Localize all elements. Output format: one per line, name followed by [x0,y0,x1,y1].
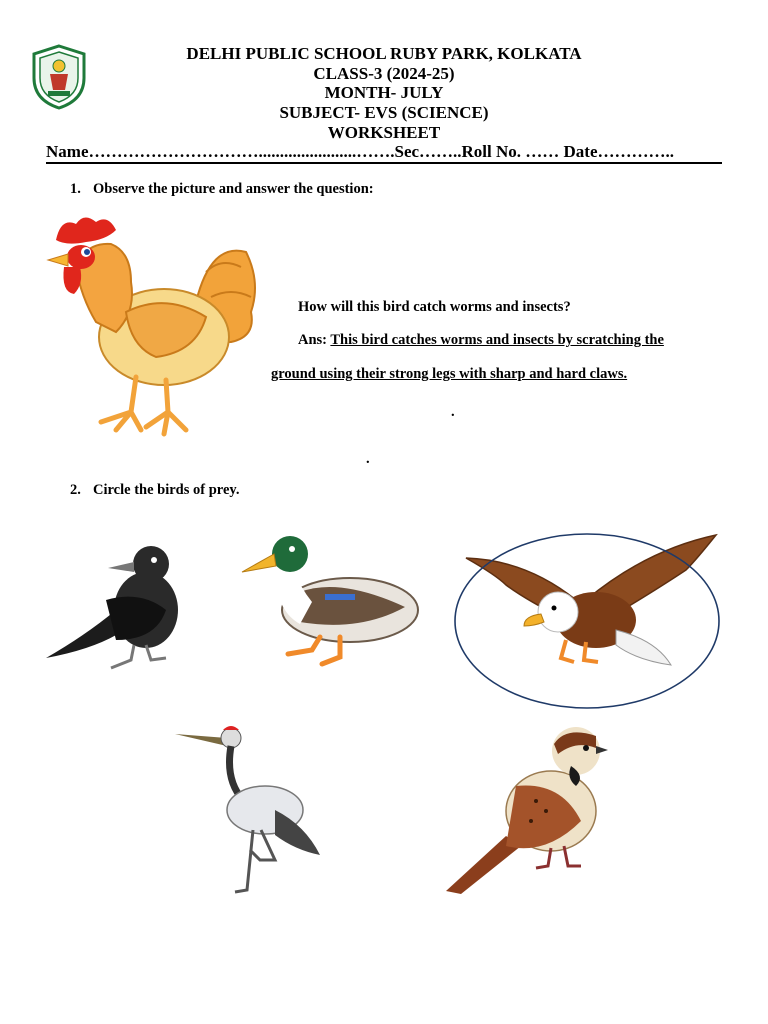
dot-mark: . [366,451,370,467]
month-line: MONTH- JULY [324,83,444,102]
header-divider [46,162,722,164]
prey-answer-circle [453,532,721,710]
worksheet-title: WORKSHEET [327,123,441,142]
school-name: DELHI PUBLIC SCHOOL RUBY PARK, KOLKATA [186,44,582,63]
question-1-subquestion: How will this bird catch worms and insects? [298,299,571,315]
class-line: CLASS-3 (2024-25) [313,64,455,83]
question-2-number: 2. [70,482,81,498]
answer-prefix: Ans: [298,332,328,348]
crow-image [46,540,181,675]
crane-image [175,720,325,895]
dot-mark: . [451,404,455,420]
question-1-text: Observe the picture and answer the question: [93,181,374,197]
question-1-number: 1. [70,181,81,197]
question-2-text: Circle the birds of prey. [93,482,240,498]
answer-line-1: This bird catches worms and insects by scratching the [330,332,664,348]
sparrow-image [446,726,616,896]
subject-line: SUBJECT- EVS (SCIENCE) [279,103,489,122]
duck-image [240,532,425,672]
hen-image [46,212,260,448]
student-info-line: Name………………………….......................…….Sec……..Roll No. …… Date………….. [46,142,675,161]
answer-line-2: ground using their strong legs with sharp and hard claws. [271,366,628,382]
